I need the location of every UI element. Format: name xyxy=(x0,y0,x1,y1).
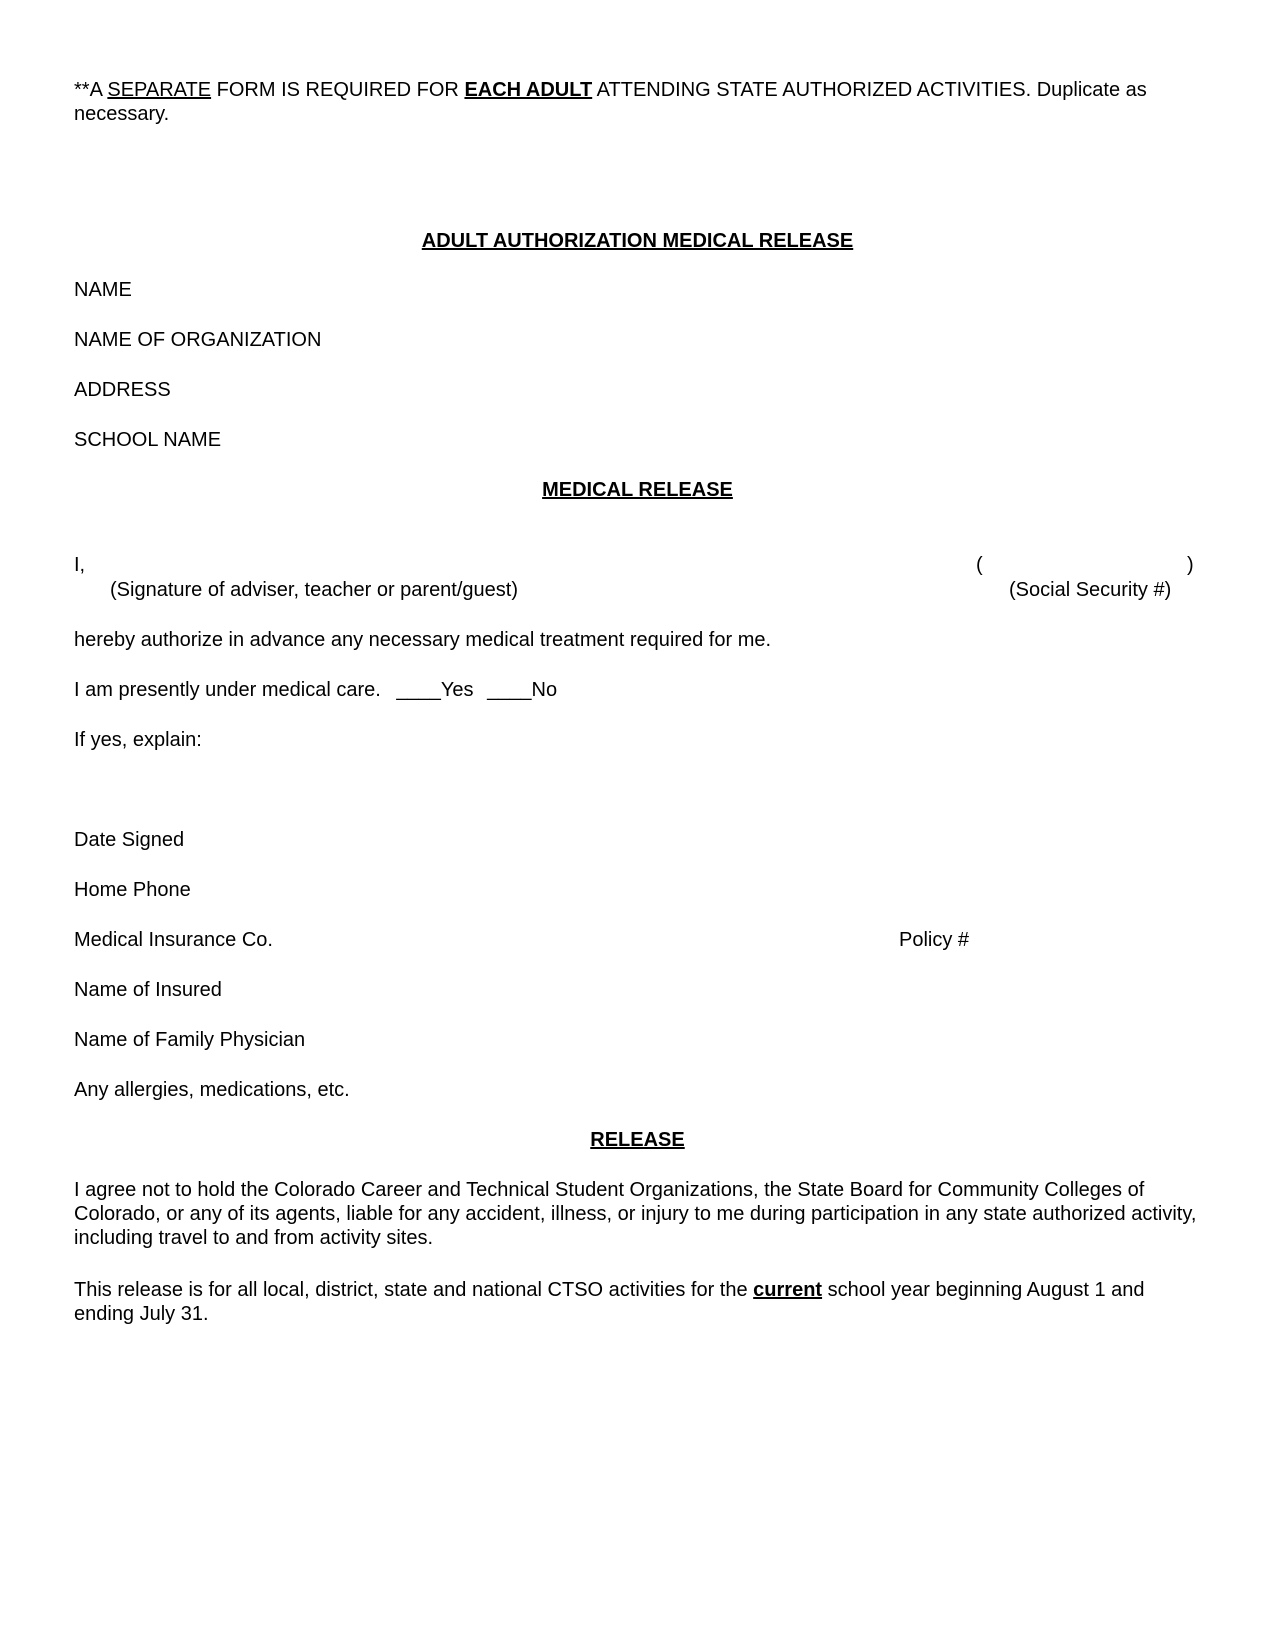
ssn-caption: (Social Security #) xyxy=(1009,579,1172,601)
school-name-field-label: SCHOOL NAME xyxy=(74,429,222,451)
ssn-close-paren: ) xyxy=(1187,554,1194,576)
release-paragraph-2 xyxy=(74,1278,1204,1326)
signature-caption: (Signature of adviser, teacher or parent/guest) xyxy=(110,579,519,601)
explain-label: If yes, explain: xyxy=(74,729,202,751)
separate-form-notice xyxy=(74,78,1204,126)
organization-field-label: NAME OF ORGANIZATION xyxy=(74,329,322,351)
notice-separate: SEPARATE xyxy=(107,79,212,101)
release-paragraph-2-prefix: This release is for all local, district, state and national CTSO activities for the xyxy=(74,1279,754,1301)
notice-suffix: ATTENDING STATE AUTHORIZED ACTIVITIES. Duplicate as necessary. xyxy=(74,79,1147,125)
medical-release-heading: MEDICAL RELEASE xyxy=(542,479,733,501)
release-paragraph-1: I agree not to hold the Colorado Career and Technical Student Organizations, the State Board for Community Colleges of Colorado, or any of its agents, liable for any accident, illness, or injury to me during participation in any state authorized activity, including travel to and from activity sites. xyxy=(74,1179,1197,1249)
ssn-open-paren: ( xyxy=(976,554,983,576)
release-heading: RELEASE xyxy=(590,1129,685,1151)
name-field-label: NAME xyxy=(74,279,132,301)
date-signed-label: Date Signed xyxy=(74,829,185,851)
family-physician-label: Name of Family Physician xyxy=(74,1029,306,1051)
name-of-insured-label: Name of Insured xyxy=(74,979,222,1001)
authorize-statement: hereby authorize in advance any necessary medical treatment required for me. xyxy=(74,629,772,651)
home-phone-label: Home Phone xyxy=(74,879,191,901)
medical-care-no-option[interactable]: ____No xyxy=(487,679,558,701)
address-field-label: ADDRESS xyxy=(74,379,171,401)
notice-middle: FORM IS REQUIRED FOR xyxy=(211,79,465,101)
allergies-label: Any allergies, medications, etc. xyxy=(74,1079,350,1101)
policy-number-label: Policy # xyxy=(899,929,970,951)
medical-care-question-text: I am presently under medical care. xyxy=(74,679,381,701)
release-current-emphasis: current xyxy=(753,1279,823,1301)
release-paragraph-2-suffix: school year beginning August 1 and ending July 31. xyxy=(74,1279,1145,1325)
signature-i-label: I, xyxy=(74,554,86,576)
notice-each-adult: EACH ADULT xyxy=(464,79,593,101)
medical-care-question xyxy=(74,678,557,702)
medical-care-yes-option[interactable]: ____Yes xyxy=(396,679,474,701)
form-title: ADULT AUTHORIZATION MEDICAL RELEASE xyxy=(421,230,854,252)
insurance-company-label: Medical Insurance Co. xyxy=(74,929,273,951)
notice-prefix: **A xyxy=(74,79,108,101)
